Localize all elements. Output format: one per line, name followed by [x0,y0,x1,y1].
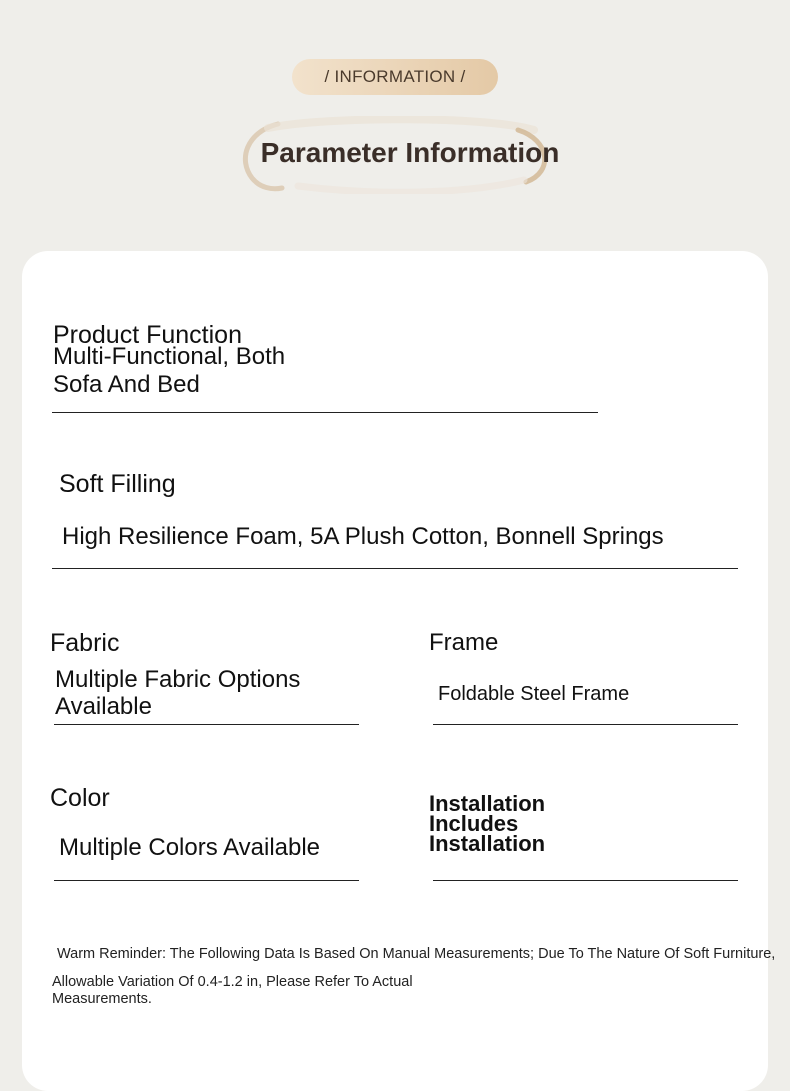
product-function-value-line2: Sofa And Bed [53,371,200,398]
installation-divider [433,880,738,881]
color-divider [54,880,359,881]
fabric-value-line2: Available [55,693,152,720]
frame-label: Frame [429,629,499,656]
reminder-line3: Measurements. [52,991,152,1007]
reminder-line2: Allowable Variation Of 0.4-1.2 in, Please Refer To Actual [52,974,413,990]
page-title: Parameter Information [260,137,560,168]
fabric-label: Fabric [50,629,120,657]
section-badge: / INFORMATION / [292,59,498,95]
fabric-value-line1: Multiple Fabric Options [55,666,301,693]
product-function-label: Product Function [53,321,242,349]
installation-line1: Installation [429,791,546,816]
installation-line2: Includes [429,811,519,836]
frame-divider [433,724,738,725]
soft-filling-label: Soft Filling [59,470,176,498]
installation-line3: Installation [429,831,546,856]
product-function-divider [52,412,598,413]
title-block [238,116,562,194]
soft-filling-divider [52,568,738,569]
product-function-value-line1: Multi-Functional, Both [53,343,286,370]
color-label: Color [50,784,110,812]
reminder-line1: Warm Reminder: The Following Data Is Based On Manual Measurements; Due To The Nature Of Soft Furniture, [57,946,776,962]
color-value: Multiple Colors Available [59,834,321,861]
frame-value: Foldable Steel Frame [438,683,630,705]
soft-filling-value: High Resilience Foam, 5A Plush Cotton, Bonnell Springs [62,523,664,550]
fabric-divider [54,724,359,725]
